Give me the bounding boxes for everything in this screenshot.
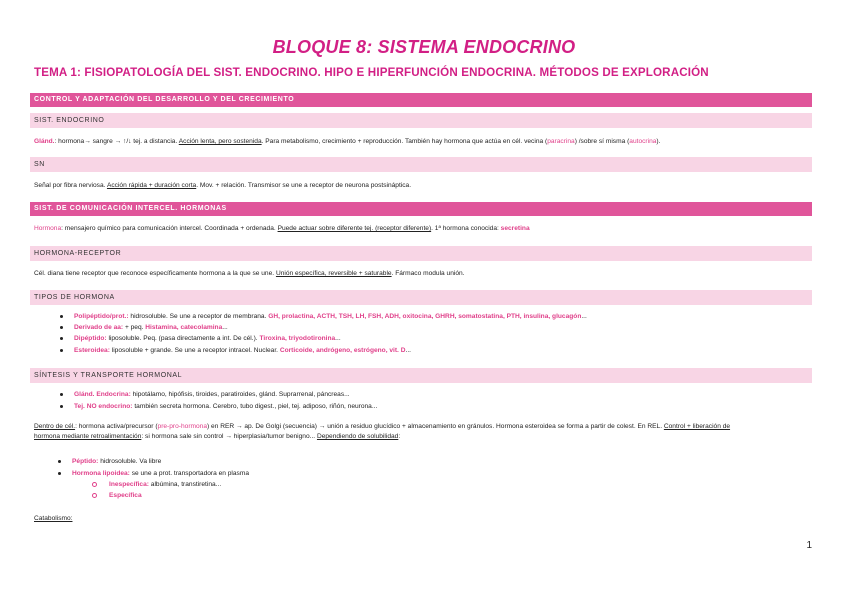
term-hormona: Hormona bbox=[34, 225, 62, 232]
list-item: Glánd. Endocrina: hipotálamo, hipófisis, tiroides, paratiroides, glánd. Suprarrenal, páncreas... bbox=[60, 390, 350, 399]
list-item: Tej. NO endocrino: también secreta hormona. Cerebro, tubo digest., piel, tej. adiposo, riñón, neurona... bbox=[60, 402, 377, 411]
bullet-icon bbox=[60, 405, 63, 408]
document-subtitle: TEMA 1: FISIOPATOLOGÍA DEL SIST. ENDOCRINO. HIPO E HIPERFUNCIÓN ENDOCRINA. MÉTODOS DE EXPLORACIÓN bbox=[34, 66, 709, 79]
bullet-icon bbox=[60, 315, 63, 318]
bullet-icon bbox=[58, 472, 61, 475]
list-item: Dipéptido: liposoluble. Peq. (pasa directamente a int. De cél.). Tiroxina, triyodotironina... bbox=[60, 334, 341, 343]
section-header-hormona-receptor: HORMONA-RECEPTOR bbox=[30, 246, 812, 261]
section-header-comunicacion: SIST. DE COMUNICACIÓN INTERCEL. HORMONAS bbox=[30, 202, 812, 216]
bullet-circle-icon bbox=[92, 493, 97, 498]
paragraph-receptor: Cél. diana tiene receptor que reconoce específicamente hormona a la que se une. Unión específica, reversible + saturable. Fármaco modula unión. bbox=[34, 270, 465, 277]
section-header-sintesis: SÍNTESIS Y TRANSPORTE HORMONAL bbox=[30, 368, 812, 383]
term-gland: Glánd. bbox=[34, 138, 55, 145]
sub-list-item: Específica bbox=[92, 491, 142, 500]
document-title: BLOQUE 8: SISTEMA ENDOCRINO bbox=[272, 37, 576, 57]
catabolismo-heading: Catabolismo: bbox=[34, 515, 73, 522]
sub-list-item: Inespecífica: albúmina, transtiretina... bbox=[92, 480, 221, 489]
paragraph-endocrino: Glánd.: hormona→ sangre → ↑/↓ tej. a distancia. Acción lenta, pero sostenida. Para metabolismo, crecimiento + reproducción. También hay hormona que actúa en cél. vecina (paracrina) /sobre sí misma (autocrina). bbox=[34, 138, 661, 145]
paragraph-sn: Señal por fibra nerviosa. Acción rápida + duración corta. Mov. + relación. Transmisor se une a receptor de neurona postsináptica. bbox=[34, 182, 412, 189]
term-secretina: secretina bbox=[500, 225, 530, 232]
bullet-icon bbox=[58, 460, 61, 463]
list-item: Esteroidea: liposoluble + grande. Se une a receptor intracel. Nuclear. Corticoide, andrógeno, estrógeno, vit. D... bbox=[60, 346, 411, 355]
list-item: Péptido: hidrosoluble. Va libre bbox=[58, 457, 161, 466]
term-paracrina: paracrina bbox=[547, 138, 575, 145]
paragraph-sintesis: Dentro de cél.: hormona activa/precursor (pre-pro-hormona) en RER → ap. De Golgi (secuencia) → unión a residuo glucídico + almacenamiento en gránulos. Hormona esteroidea se forma a partir de colest. En REL. Control + liberación de hormona mediante retroalimentación: si hormona sale sin control → hiperplasia/tumor benigno... Dependiendo de solubilidad: bbox=[34, 423, 731, 440]
section-header-tipos: TIPOS DE HORMONA bbox=[30, 290, 812, 305]
page-number: 1 bbox=[806, 540, 812, 551]
bullet-icon bbox=[60, 393, 63, 396]
bullet-icon bbox=[60, 337, 63, 340]
bullet-icon bbox=[60, 326, 63, 329]
section-header-control: CONTROL Y ADAPTACIÓN DEL DESARROLLO Y DEL CRECIMIENTO bbox=[30, 93, 812, 107]
bullet-icon bbox=[60, 349, 63, 352]
section-header-sist-endocrino: SIST. ENDOCRINO bbox=[30, 113, 812, 128]
term-autocrina: autocrina bbox=[629, 138, 657, 145]
list-item: Polipéptido/prot.: hidrosoluble. Se une a receptor de membrana. GH, prolactina, ACTH, TSH, LH, FSH, ADH, oxitocina, GHRH, somatostatina, PTH, insulina, glucagón... bbox=[60, 312, 587, 321]
bullet-circle-icon bbox=[92, 482, 97, 487]
list-item: Hormona lipoidea: se une a prot. transportadora en plasma bbox=[58, 469, 249, 478]
paragraph-hormonas: Hormona: mensajero químico para comunicación intercel. Coordinada + ordenada. Puede actuar sobre diferente tej. (receptor diferente). 1ª hormona conocida: secretina bbox=[34, 225, 530, 232]
section-header-sn: SN bbox=[30, 157, 812, 172]
list-item: Derivado de aa: + peq. Histamina, catecolamina... bbox=[60, 323, 228, 332]
term-pre-pro-hormona: pre-pro-hormona bbox=[157, 423, 208, 430]
